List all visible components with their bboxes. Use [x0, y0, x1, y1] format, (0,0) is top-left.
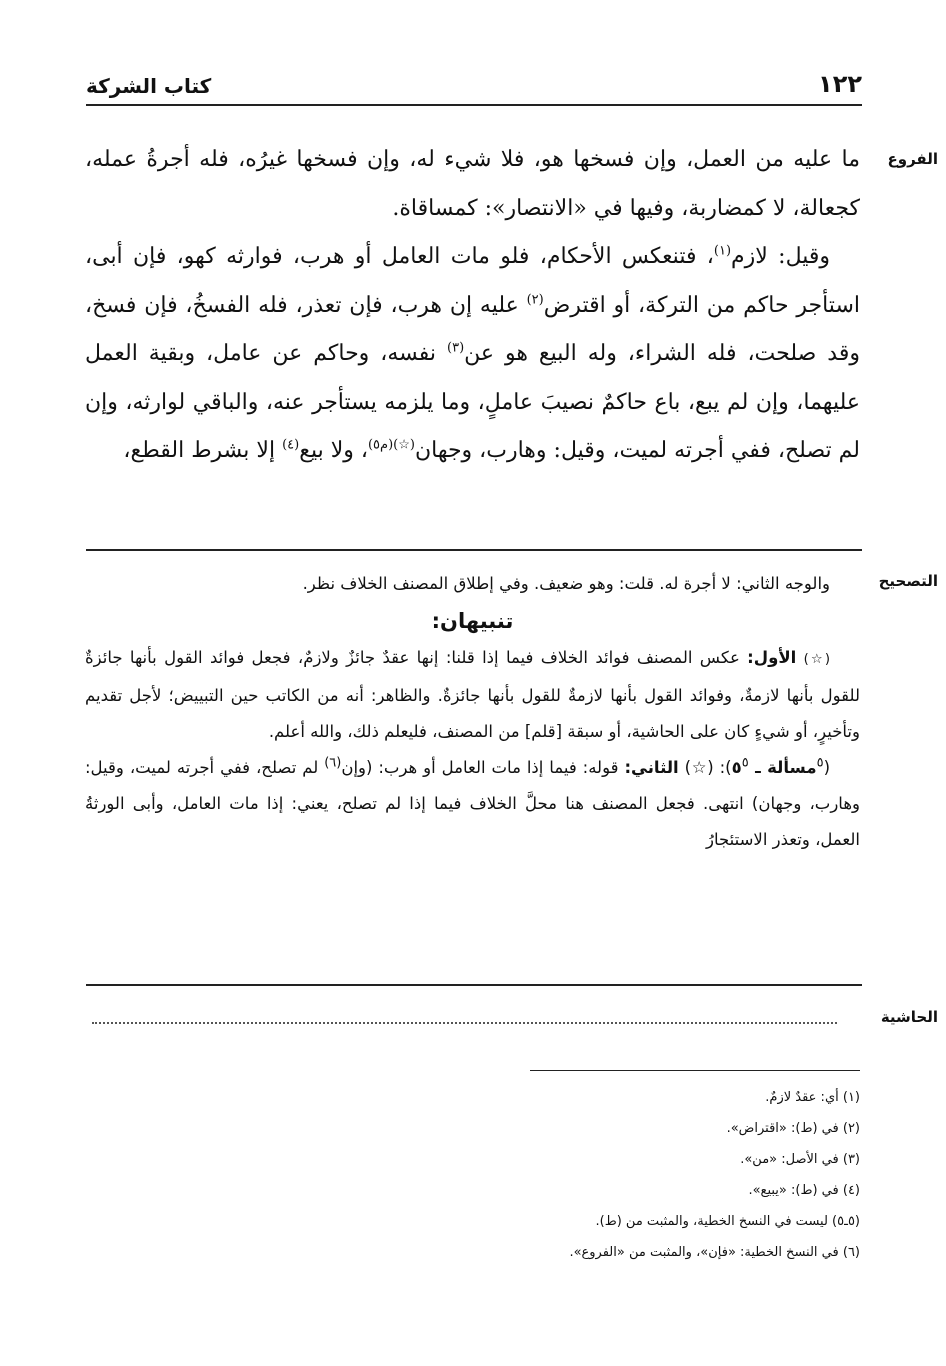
- book-title: كتاب الشركة: [86, 74, 212, 98]
- second-note-text-a: قوله: فيما إذا مات العامل أو هرب: (وإن: [341, 758, 619, 777]
- first-note-text: عكس المصنف فوائد الخلاف فيما إذا قلنا: إنها عقدٌ جائزٌ ولازمٌ، فجعل فوائد القول بأنها جائزةٌ للقول بأنها لازمةٌ، وفوائد القول بأنها لازمةٌ للقول بأنها جائزةٌ. والظاهر: أنه من الكاتب حين التبييض؛ لأجل تقديم وتأخيرٍ، أو شيءٍ كان على الحاشية، أو سبقة [قلم] من المصنف، فليعلم ذلك، والله أعلم.: [85, 648, 860, 741]
- tashih-paragraph-1: والوجه الثاني: لا أجرة له. قلت: وهو ضعيف. وفي إطلاق المصنف الخلاف نظر.: [302, 574, 830, 593]
- footnotes: [260, 1082, 860, 1268]
- furu-paragraph-2: [85, 233, 860, 476]
- footnote-2: (٢) في (ط): «اقتراض».: [726, 1121, 860, 1136]
- footnote-3: (٣) في الأصل: «من».: [740, 1152, 860, 1167]
- second-note-title: الثاني:: [624, 758, 679, 777]
- star-marker: (☆): [803, 652, 830, 667]
- footnote-ref-2: (٢): [526, 292, 544, 308]
- tashih-text: [85, 566, 860, 858]
- tashih-paragraph-3: [85, 750, 860, 858]
- furu-text-b: ، فتنعكس الأحكام، فلو مات العامل أو هرب، فوارثه كهو، فإن أبى، استأجر حاكم من التركة، أو اقترض: [85, 244, 860, 318]
- masala-label: مسألة ـ ٥: [731, 758, 817, 777]
- second-note-text-b: لم تصلح، ففي أجرته لميت، وقيل: وهارب، وجهان) انتهى. فجعل المصنف هنا محلَّ الخلاف فيما إذا لم تصلح، يعني: إذا مات العامل، وأبى الورثةُ العمل، وتعذر الاستئجارُ: [85, 758, 860, 849]
- tashih-paragraph-2: [85, 640, 860, 750]
- furu-divider: [86, 549, 862, 551]
- footnote-ref-3: (٣): [447, 340, 465, 356]
- furu-text-c: عليه إن هرب، فإن تعذر، فله الفسخُ، فإن فسخ، وقد صلحت، فله الشراء، وله البيع هو عن: [85, 292, 860, 366]
- label-furu: الفروع: [887, 150, 938, 168]
- furu-text-a: وقيل: لازم: [731, 244, 831, 269]
- header-rule: [86, 104, 862, 106]
- footnote-ref-1: (١): [713, 243, 732, 259]
- footnote-ref-5-open: ٥: [816, 755, 824, 771]
- footnote-6: (٦) في النسخ الخطية: «فإن»، والمثبت من «الفروع».: [569, 1245, 860, 1260]
- footnote-4: (٤) في (ط): «يبيع».: [748, 1183, 860, 1198]
- footnote-1: (١) أي: عقدٌ لازمٌ.: [765, 1090, 860, 1105]
- page-number: ١٢٢: [818, 70, 862, 98]
- label-hashiya: الحاشية: [880, 1008, 938, 1026]
- page-header: [86, 70, 862, 98]
- footnote-rule: [530, 1070, 860, 1071]
- furu-text-e: ، ولا بيع: [299, 438, 368, 463]
- footnote-ref-5: (☆)(م٥): [367, 437, 415, 453]
- furu-text: [85, 136, 860, 476]
- footnote-ref-6: (٦): [324, 755, 342, 771]
- furu-text-f: إلا بشرط القطع،: [123, 438, 283, 463]
- footnote-ref-4: (٤): [282, 437, 300, 453]
- footnote-5: (٥ـ٥) ليست في النسخ الخطية، والمثبت من (ط).: [595, 1214, 860, 1229]
- tanbih-heading: تنبيهان:: [431, 609, 514, 633]
- footnote-ref-5-close: ٥: [741, 755, 749, 771]
- paren-open: (: [823, 758, 830, 777]
- hashiya-dotted-line: [92, 1022, 837, 1024]
- furu-text-d: نفسه، وحاكم عن عامل، وبقية العمل عليهما، وإن لم يبع، باع حاكمٌ نصيبَ عاملٍ، وما يلزمه يستأجر عنه، والباقي لوارثه، وإن لم تصلح، ففي أجرته لميت، وقيل: وهارب، وجهان: [85, 341, 860, 463]
- tashih-divider: [86, 984, 862, 986]
- masala-mid: ): (☆): [684, 758, 732, 777]
- first-note-title: الأول:: [747, 648, 797, 667]
- furu-paragraph-1: ما عليه من العمل، وإن فسخها هو، فلا شيء له، وإن فسخها غيرُه، فله أجرةُ عمله، كجعالة، لا كمضاربة، وفيها في «الانتصار»: كمساقاة.: [85, 147, 860, 221]
- label-tashih: التصحيح: [878, 572, 938, 590]
